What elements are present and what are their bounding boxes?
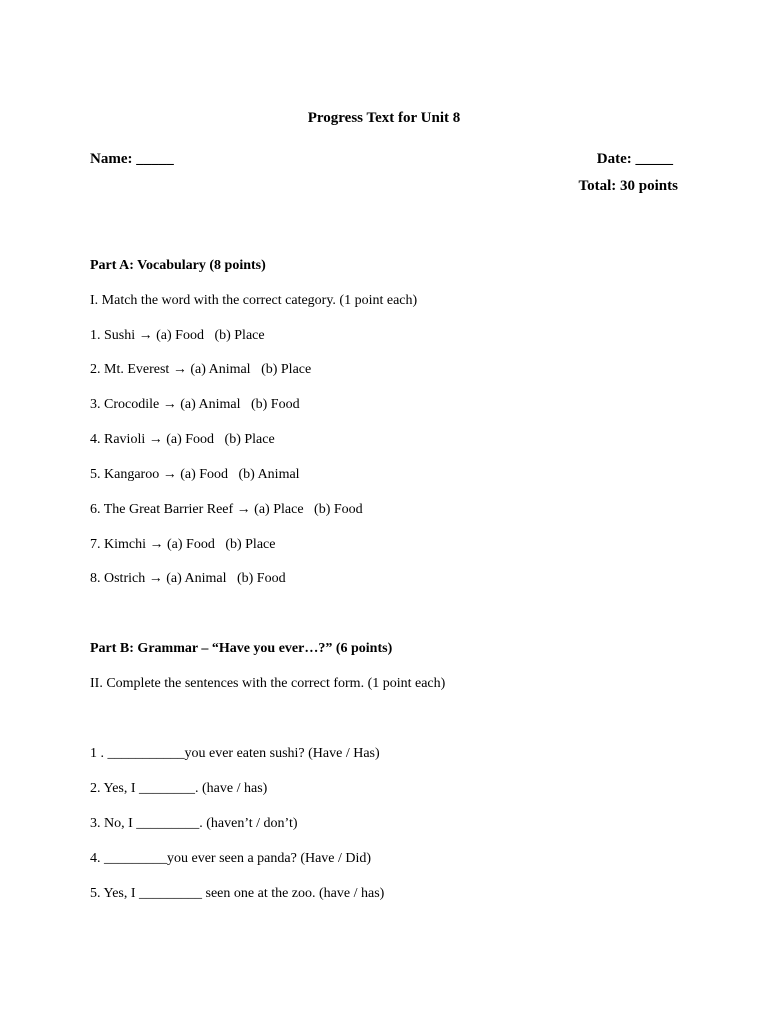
part-a-item: 4. Ravioli → (a) Food (b) Place [90,432,275,447]
part-b-heading: Part B: Grammar – “Have you ever…?” (6 points) [90,641,393,656]
date-field-label: Date: _____ [596,151,673,167]
part-a-item: 6. The Great Barrier Reef → (a) Place (b) Food [90,502,363,517]
part-b-item: 2. Yes, I ________. (have / has) [90,781,268,796]
part-a-item: 5. Kangaroo → (a) Food (b) Animal [90,467,300,482]
part-a-instruction: I. Match the word with the correct category. (1 point each) [90,293,418,308]
part-b-item: 1 . ___________you ever eaten sushi? (Have / Has) [90,746,380,761]
part-a-item: 8. Ostrich → (a) Animal (b) Food [90,571,286,586]
total-points-label: Total: 30 points [578,178,678,194]
part-b-instruction: II. Complete the sentences with the correct form. (1 point each) [90,676,446,691]
part-a-heading: Part A: Vocabulary (8 points) [90,258,266,273]
name-field-label: Name: _____ [90,151,174,167]
part-b-item: 4. _________you ever seen a panda? (Have / Did) [90,851,372,866]
part-a-item: 2. Mt. Everest → (a) Animal (b) Place [90,362,312,377]
part-a-item: 1. Sushi → (a) Food (b) Place [90,328,265,343]
part-b-item: 5. Yes, I _________ seen one at the zoo. (have / has) [90,886,385,901]
part-b-item: 3. No, I _________. (haven’t / don’t) [90,816,298,831]
document-title: Progress Text for Unit 8 [307,110,461,126]
part-a-item: 7. Kimchi → (a) Food (b) Place [90,537,276,552]
part-a-item: 3. Crocodile → (a) Animal (b) Food [90,397,300,412]
